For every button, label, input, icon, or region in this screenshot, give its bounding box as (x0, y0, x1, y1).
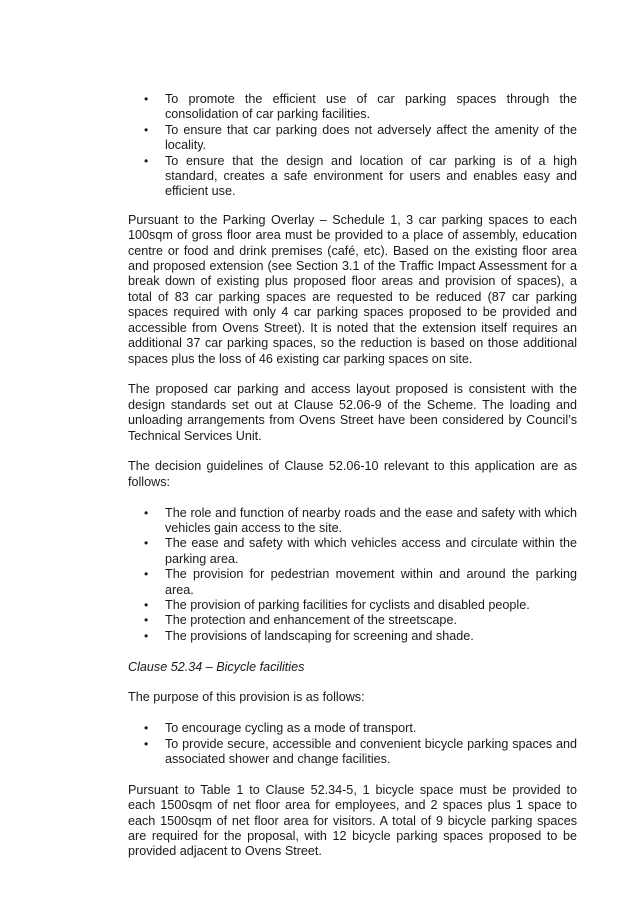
list-item (128, 154, 577, 200)
list-item (128, 629, 577, 644)
list-item-text: The role and function of nearby roads and the ease and safety with which vehicles gain access to the site. (165, 505, 577, 535)
list-item-text: The ease and safety with which vehicles access and circulate within the parking area. (165, 536, 577, 566)
car-parking-purpose-list (128, 92, 577, 200)
document-page (128, 92, 577, 875)
list-item (128, 737, 577, 768)
list-item-text: The provision for pedestrian movement within and around the parking area. (165, 567, 577, 597)
list-item (128, 92, 577, 123)
bullet-icon: • (144, 92, 149, 106)
bullet-icon: • (144, 153, 149, 168)
list-item (128, 598, 577, 613)
list-item-text: To provide secure, accessible and convenient bicycle parking spaces and associated shower and change facilities. (165, 736, 577, 766)
list-item-text: To promote the efficient use of car parking spaces through the consolidation of car parking facilities. (165, 92, 577, 122)
bicycle-facilities-heading: Clause 52.34 – Bicycle facilities (128, 659, 305, 674)
list-item (128, 721, 577, 736)
bullet-icon: • (144, 597, 149, 612)
bicycle-purpose-paragraph: The purpose of this provision is as follows: (128, 690, 365, 705)
list-item-text: To ensure that car parking does not adversely affect the amenity of the locality. (165, 122, 577, 153)
bullet-icon: • (144, 122, 149, 137)
bullet-icon: • (144, 567, 149, 582)
list-item (128, 613, 577, 628)
design-standards-paragraph: The proposed car parking and access layout proposed is consistent with the design standards set out at Clause 52.06-9 of the Scheme. The loading and unloading arrangements from Ovens Street have been considered by Council’s Technical Services Unit. (128, 382, 577, 443)
list-item (128, 536, 577, 567)
list-item (128, 123, 577, 154)
parking-overlay-paragraph: Pursuant to the Parking Overlay – Schedule 1, 3 car parking spaces to each 100sqm of gross floor area must be provided to a place of assembly, education centre or food and drink premises (café, etc). Based on the existing floor area and proposed extension (see Section 3.1 of the Traffic Impact Assessment for a break down of existing plus proposed floor areas and provision of spaces), a total of 83 car parking spaces are requested to be reduced (87 car parking spaces required with only 4 car parking spaces proposed to be provided and accessible from Ovens Street). It is noted that the extension itself requires an additional 37 car parking spaces, so the reduction is based on those additional spaces plus the loss of 46 existing car parking spaces on site. (128, 212, 577, 366)
list-item-text: The provisions of landscaping for screening and shade. (165, 628, 474, 643)
list-item-text: The protection and enhancement of the streetscape. (165, 613, 457, 628)
bicycle-purpose-list (128, 721, 577, 767)
bullet-icon: • (144, 721, 149, 736)
bullet-icon: • (144, 613, 149, 628)
decision-guidelines-paragraph: The decision guidelines of Clause 52.06-10 relevant to this application are as follows: (128, 459, 577, 489)
list-item-text: To encourage cycling as a mode of transport. (165, 721, 417, 736)
list-item-text: The provision of parking facilities for cyclists and disabled people. (165, 597, 530, 612)
list-item-text: To ensure that the design and location of car parking is of a high standard, creates a safe environment for users and enables easy and efficient use. (165, 153, 577, 199)
bullet-icon: • (144, 736, 149, 751)
list-item (128, 567, 577, 598)
bicycle-table-paragraph: Pursuant to Table 1 to Clause 52.34-5, 1 bicycle space must be provided to each 1500sqm of net floor area for employees, and 2 spaces plus 1 space to each 1500sqm of net floor area for visitors. A total of 9 bicycle parking spaces are required for the proposal, with 12 bicycle parking spaces proposed to be provided adjacent to Ovens Street. (128, 782, 577, 859)
bullet-icon: • (144, 536, 149, 551)
list-item (128, 506, 577, 537)
bullet-icon: • (144, 628, 149, 643)
decision-guidelines-list (128, 506, 577, 645)
bullet-icon: • (144, 505, 149, 520)
